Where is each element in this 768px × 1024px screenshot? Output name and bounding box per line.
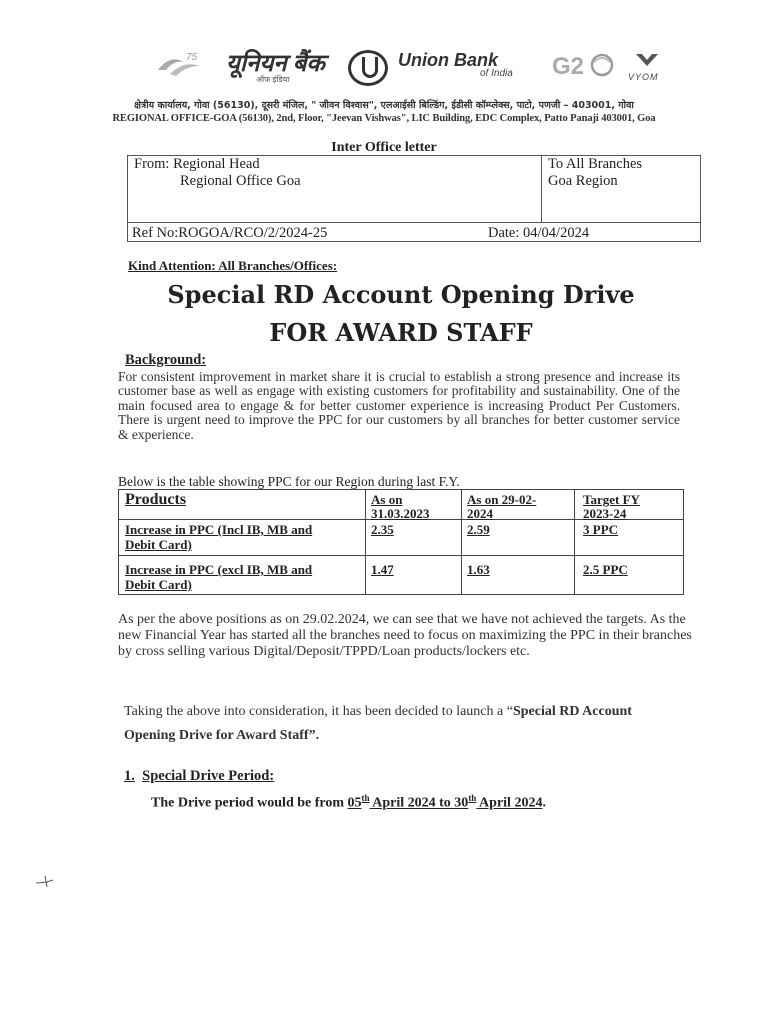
svg-text:G2: G2 <box>552 53 585 80</box>
table-row-1-product-line-2: Debit Card) <box>125 537 192 552</box>
bank-name-english: Union Bank <box>398 50 499 70</box>
table-header-as-on-2023-line-1: As on <box>371 492 403 507</box>
drive-period-prefix: The Drive period would be from <box>151 795 348 811</box>
drive-period-text <box>151 793 546 812</box>
bank-name-english-sub: of India <box>480 68 513 79</box>
table-row-1-target: 3 PPC <box>583 522 619 537</box>
stray-pen-mark-icon <box>36 874 54 888</box>
from-line-1: From: Regional Head <box>134 156 260 172</box>
table-header-target-line-2: 2023-24 <box>583 506 627 521</box>
table-row-2-as-on-2023: 1.47 <box>371 562 394 577</box>
to-line-2: Goa Region <box>548 173 618 189</box>
table-header-as-on-2024-line-2: 2024 <box>467 506 493 521</box>
vyom-label: VYOM <box>628 72 659 82</box>
table-column-divider <box>365 490 366 594</box>
table-header-products: Products <box>125 491 187 508</box>
union-bank-logo-inner-icon <box>362 57 378 78</box>
table-row-1-as-on-2023: 2.35 <box>371 522 394 537</box>
section-1-title: Special Drive Period: <box>142 768 275 784</box>
table-row-2-as-on-2024: 1.63 <box>467 562 490 577</box>
drive-period-middle: April 2024 to 30 <box>369 795 469 811</box>
bank-name-hindi-sub: ऑफ इंडिया <box>256 75 290 84</box>
decision-paragraph <box>124 700 684 748</box>
ppc-table <box>118 489 684 595</box>
table-column-divider <box>461 490 462 594</box>
letterhead-logo-strip <box>150 44 690 90</box>
table-intro-text: Below is the table showing PPC for our Region during last F.Y. <box>118 474 460 489</box>
drive-end-date: April 2024 <box>476 795 543 811</box>
document-title-line-2: FOR AWARD STAFF <box>269 318 533 347</box>
table-row-2-product-line-2: Debit Card) <box>125 577 192 592</box>
background-paragraph: For consistent improvement in market share it is crucial to establish a strong presence and increase its customer base as well as engage with existing customers for profitability and sustainability. One of the main focused area to engage & for better customer experience is increasing Product Per Customers. There is urgent need to improve the PPC for our customers by all branches for better customer service & experience. <box>118 369 680 442</box>
drive-period-end-punct: . <box>542 795 546 811</box>
section-1-number: 1. <box>124 768 135 784</box>
letter-header-box <box>127 155 701 242</box>
table-row-divider <box>119 555 683 556</box>
bank-name-hindi: यूनियन बैंक <box>226 51 325 77</box>
reference-number: Ref No:ROGOA/RCO/2/2024-25 <box>132 225 328 241</box>
table-header-as-on-2024-line-1: As on 29-02- <box>467 492 537 507</box>
g20-logo-icon <box>550 48 616 88</box>
table-header-target-line-1: Target FY <box>583 492 640 507</box>
table-header-as-on-2023-line-2: 31.03.2023 <box>371 506 430 521</box>
header-divider-vertical <box>541 156 542 222</box>
document-title-line-1: Special RD Account Opening Drive <box>167 280 635 309</box>
decision-prefix: Taking the above into consideration, it has been decided to launch a “ <box>124 704 513 719</box>
svg-text:75: 75 <box>186 52 198 63</box>
address-hindi: क्षेत्रीय कार्यालय, गोवा (56130), दूसरी मंजिल, " जीवन विश्वास", एलआईसी बिल्डिंग, ईडीसी कॉम्प्लेक्स, पाटो, पणजी – 403001, गोवा <box>134 100 634 111</box>
to-line-1: To All Branches <box>548 156 643 172</box>
vyom-logo-icon <box>634 52 660 68</box>
section-1-heading <box>124 768 274 785</box>
table-row-2-target: 2.5 PPC <box>583 562 628 577</box>
table-row-2-product-line-1: Increase in PPC (excl IB, MB and <box>125 562 313 577</box>
letter-type-heading: Inter Office letter <box>331 140 437 155</box>
address-english: REGIONAL OFFICE-GOA (56130), 2nd, Floor, "Jeevan Vishwas", LIC Building, EDC Complex, Patto Panaji 403001, Goa <box>112 113 656 124</box>
drive-start-day: 05 <box>347 795 362 811</box>
drive-end-suffix: th <box>468 793 477 803</box>
background-heading: Background: <box>125 352 207 368</box>
table-row-1-product-line-1: Increase in PPC (Incl IB, MB and <box>125 522 313 537</box>
from-line-2: Regional Office Goa <box>180 173 301 189</box>
union-bank-logo-icon <box>348 50 388 86</box>
anniversary-logo-icon <box>150 48 210 84</box>
table-row-1-as-on-2024: 2.59 <box>467 522 490 537</box>
kind-attention-line: Kind Attention: All Branches/Offices: <box>128 258 338 273</box>
table-column-divider <box>574 490 575 594</box>
letter-date: Date: 04/04/2024 <box>488 225 590 241</box>
drive-start-suffix: th <box>361 793 370 803</box>
header-divider-horizontal <box>128 222 700 223</box>
decision-drive-name: Special RD Account Opening Drive for Award Staff <box>124 704 632 743</box>
after-table-paragraph: As per the above positions as on 29.02.2024, we can see that we have not achieved the targets. As the new Financial Year has started all the branches need to focus on maximizing the PPC in their branches by cross selling various Digital/Deposit/TPPD/Loan products/lockers etc. <box>118 612 692 659</box>
decision-suffix: ”. <box>308 728 320 743</box>
